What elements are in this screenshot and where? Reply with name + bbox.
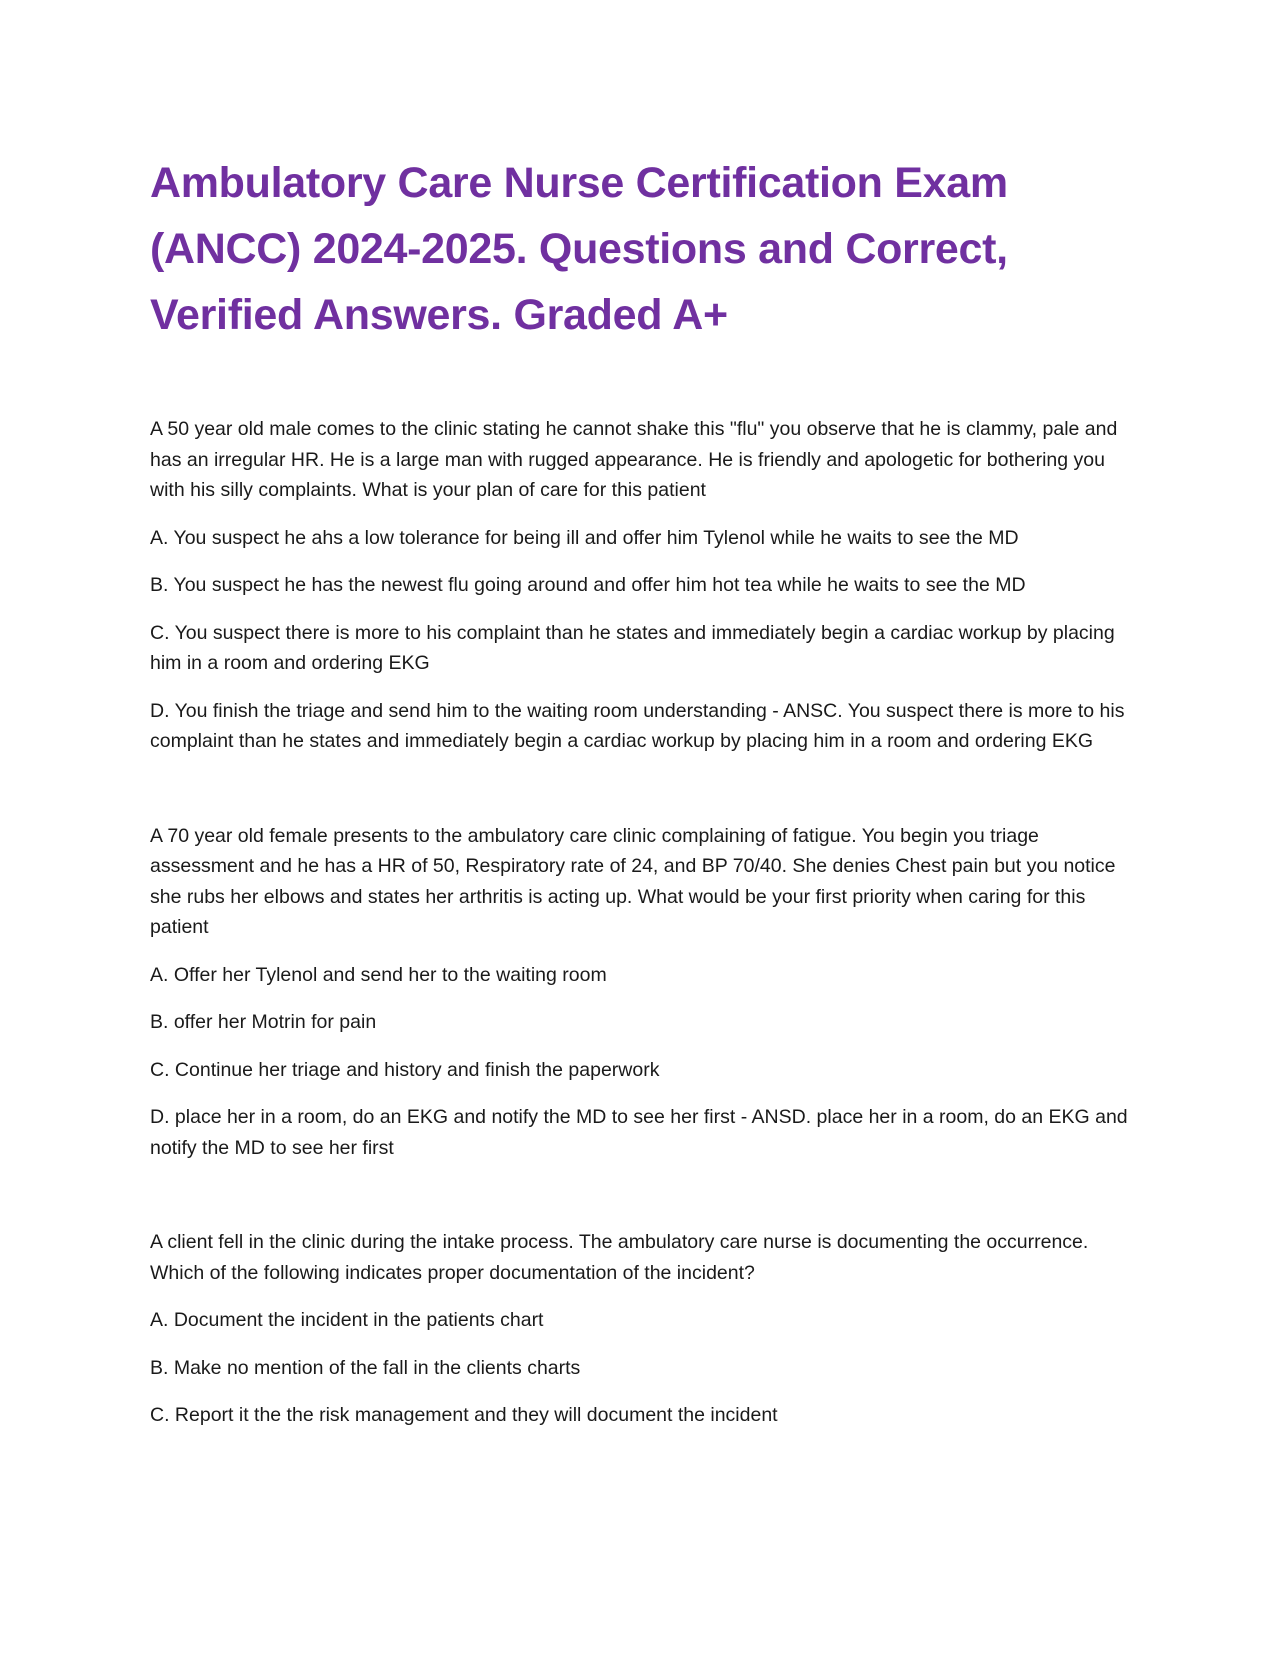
answer-option-b: B. Make no mention of the fall in the clients charts [150, 1356, 581, 1379]
question-text: A 50 year old male comes to the clinic stating he cannot shake this "flu" you observe that he is clammy, pale and has an irregular HR. He is a large man with rugged appearance. He is friendly and apologetic for bothering you with his silly complaints. What is your plan of care for this patient [150, 418, 1118, 501]
answer-option-a: A. You suspect he ahs a low tolerance for being ill and offer him Tylenol while he waits to see the MD [150, 526, 1019, 549]
answer-option-b: B. You suspect he has the newest flu going around and offer him hot tea while he waits to see the MD [150, 574, 1026, 596]
document-page [150, 150, 1130, 1431]
answer-option-a: A. Document the incident in the patients chart [150, 1309, 544, 1331]
answer-option-a: A. Offer her Tylenol and send her to the waiting room [150, 963, 607, 986]
answer-option-d: D. place her in a room, do an EKG and notify the MD to see her first - ANSD. place her in a room, do an EKG and notify the MD to see her first [150, 1106, 1128, 1159]
question-block-3 [150, 1227, 1130, 1431]
answer-option-c: C. Report it the the risk management and they will document the incident [150, 1404, 778, 1426]
question-block-2 [150, 821, 1130, 1164]
question-text: A 70 year old female presents to the ambulatory care clinic complaining of fatigue. You begin you triage assessment and he has a HR of 50, Respiratory rate of 24, and BP 70/40. She denies Chest pain but you notice she rubs her elbows and states her arthritis is acting up. What would be your first priority when caring for this patient [150, 824, 1116, 938]
answer-option-b: B. offer her Motrin for pain [150, 1011, 377, 1033]
question-text: A client fell in the clinic during the intake process. The ambulatory care nurse is documenting the occurrence. Which of the following indicates proper documentation of the incident? [150, 1231, 1089, 1284]
answer-option-c: C. You suspect there is more to his complaint than he states and immediately begin a cardiac workup by placing him in a room and ordering EKG [150, 621, 1115, 674]
answer-option-d: D. You finish the triage and send him to the waiting room understanding - ANSC. You suspect there is more to his complaint than he states and immediately begin a cardiac workup by placing him in a room and ordering EKG [150, 699, 1125, 752]
document-title: Ambulatory Care Nurse Certification Exam (ANCC) 2024-2025. Questions and Correct, Verified Answers. Graded A+ [150, 159, 1008, 339]
answer-option-c: C. Continue her triage and history and finish the paperwork [150, 1058, 660, 1081]
question-block-1 [150, 414, 1130, 757]
